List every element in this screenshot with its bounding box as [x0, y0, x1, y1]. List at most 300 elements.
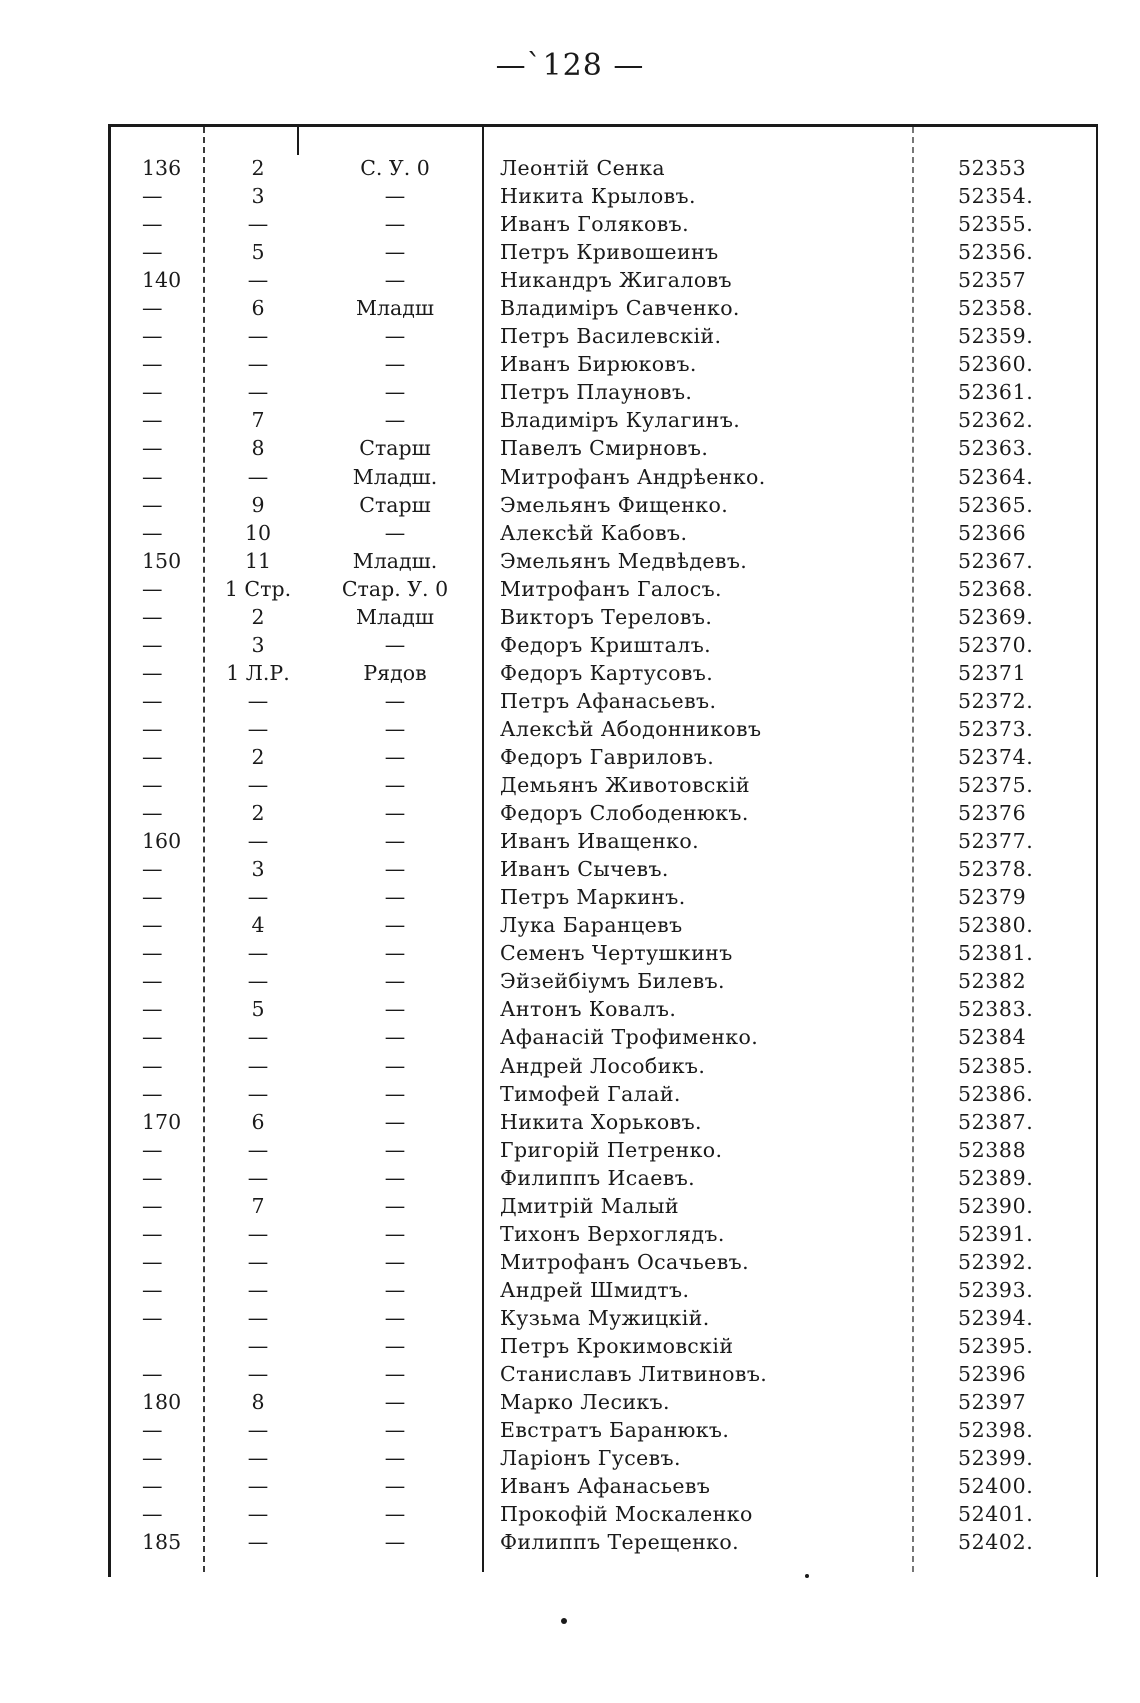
row-id: 52377. [958, 829, 1034, 854]
row-number: — [142, 1446, 163, 1471]
row-subnumber: — [247, 380, 269, 405]
row-number: — [142, 1137, 163, 1162]
table-row [110, 1360, 1100, 1388]
row-number: — [142, 1025, 163, 1050]
row-number: — [142, 885, 163, 910]
table-row [110, 1416, 1100, 1444]
row-subnumber: — [247, 1418, 269, 1443]
row-name: Петръ Крокимовскій [500, 1333, 734, 1358]
row-name: Алексѣй Абодонниковъ [500, 716, 762, 741]
row-name: Петръ Афанасьевъ. [500, 688, 717, 713]
row-number: 136 [142, 156, 182, 180]
row-number: — [142, 1221, 163, 1246]
row-subnumber: — [247, 773, 269, 798]
row-id: 52380. [958, 913, 1034, 938]
row-subnumber: 7 [251, 408, 265, 433]
table-row [110, 1052, 1100, 1080]
row-rank: — [384, 1277, 406, 1302]
row-subnumber: 1 Стр. [224, 576, 292, 601]
table-row [110, 1444, 1100, 1472]
row-rank: — [384, 716, 406, 741]
row-id: 52391. [958, 1221, 1034, 1246]
row-number: — [142, 1193, 163, 1218]
row-id: 52368. [958, 576, 1034, 601]
row-name: Эмельянъ Медвѣдевъ. [500, 548, 748, 573]
row-name: Митрофанъ Галосъ. [500, 576, 722, 601]
row-rank: — [384, 1165, 406, 1190]
table-row [110, 182, 1100, 210]
row-id: 52372. [958, 688, 1034, 713]
row-subnumber: — [247, 1165, 269, 1190]
table-row [110, 210, 1100, 238]
row-rank: — [384, 1025, 406, 1050]
row-name: Петръ Плауновъ. [500, 380, 693, 405]
row-number: — [142, 1081, 163, 1106]
row-rank: — [384, 1249, 406, 1274]
row-number: — [142, 744, 163, 769]
table-row [110, 154, 1100, 182]
row-rank: — [384, 969, 406, 994]
row-name: Евстратъ Баранюкъ. [500, 1418, 730, 1443]
row-number: — [142, 997, 163, 1022]
table-top-rule [108, 124, 1098, 127]
row-subnumber: — [247, 268, 269, 293]
row-id: 52378. [958, 857, 1034, 882]
row-name: Петръ Василевскій. [500, 324, 722, 349]
column-divider-2 [297, 127, 299, 155]
table-row [110, 1472, 1100, 1500]
row-number: — [142, 716, 163, 741]
row-subnumber: 2 [251, 801, 265, 826]
row-rank: С. У. 0 [360, 156, 430, 180]
row-rank: — [384, 1137, 406, 1162]
row-rank: — [384, 1362, 406, 1387]
row-id: 52357 [958, 268, 1027, 293]
row-name: Митрофанъ Андрѣенко. [500, 464, 766, 489]
table-row [110, 491, 1100, 519]
row-id: 52355. [958, 212, 1034, 237]
table-row [110, 1332, 1100, 1360]
row-number: — [142, 969, 163, 994]
row-number: — [142, 212, 163, 237]
row-rank: Рядов [363, 660, 427, 685]
row-id: 52371 [958, 660, 1027, 685]
row-name: Никита Крыловъ. [500, 184, 696, 209]
row-number: — [142, 324, 163, 349]
table-row [110, 463, 1100, 491]
row-id: 52366 [958, 520, 1027, 545]
row-name: Владиміръ Кулагинъ. [500, 408, 741, 433]
row-subnumber: — [247, 688, 269, 713]
row-name: Петръ Маркинъ. [500, 885, 686, 910]
row-number: — [142, 240, 163, 265]
row-number: — [142, 408, 163, 433]
row-name: Леонтій Сенка [500, 156, 666, 180]
table-row [110, 1192, 1100, 1220]
row-rank: — [384, 744, 406, 769]
row-rank: — [384, 380, 406, 405]
row-id: 52395. [958, 1333, 1034, 1358]
row-subnumber: — [247, 1446, 269, 1471]
row-number: — [142, 941, 163, 966]
row-number: — [142, 1249, 163, 1274]
ink-speck [561, 1618, 567, 1624]
row-id: 52376 [958, 801, 1027, 826]
row-name: Антонъ Ковалъ. [500, 997, 677, 1022]
row-name: Семенъ Чертушкинъ [500, 941, 733, 966]
row-number: — [142, 1474, 163, 1499]
row-number: — [142, 352, 163, 377]
row-subnumber: — [247, 1333, 269, 1358]
table-row [110, 967, 1100, 995]
row-name: Филиппъ Терещенко. [500, 1530, 740, 1555]
row-number: — [142, 632, 163, 657]
row-number: — [142, 520, 163, 545]
row-number: — [142, 604, 163, 629]
row-rank: — [384, 408, 406, 433]
row-id: 52356. [958, 240, 1034, 265]
row-rank: — [384, 688, 406, 713]
row-name: Марко Лесикъ. [500, 1390, 670, 1415]
row-subnumber: 10 [244, 520, 272, 545]
row-id: 52402. [958, 1530, 1034, 1555]
table-row [110, 294, 1100, 322]
row-id: 52397 [958, 1390, 1027, 1415]
row-rank: — [384, 1053, 406, 1078]
row-id: 52374. [958, 744, 1034, 769]
table-row [110, 238, 1100, 266]
row-number: — [142, 913, 163, 938]
row-name: Федоръ Слободенюкъ. [500, 801, 749, 826]
table-row [110, 911, 1100, 939]
row-name: Павелъ Смирновъ. [500, 436, 709, 461]
row-rank: Младш [356, 604, 434, 629]
row-id: 52398. [958, 1418, 1034, 1443]
table-row [110, 1080, 1100, 1108]
table-row [110, 434, 1100, 462]
row-number: 170 [142, 1109, 182, 1134]
row-subnumber: 3 [251, 632, 265, 657]
table-row [110, 771, 1100, 799]
row-id: 52375. [958, 773, 1034, 798]
table-row [110, 883, 1100, 911]
row-subnumber: 9 [251, 492, 265, 517]
row-number: — [142, 492, 163, 517]
row-subnumber: — [247, 324, 269, 349]
row-subnumber: — [247, 885, 269, 910]
row-name: Иванъ Бирюковъ. [500, 352, 697, 377]
row-rank: — [384, 997, 406, 1022]
row-number: 185 [142, 1530, 182, 1555]
row-rank: — [384, 941, 406, 966]
row-subnumber: 3 [251, 184, 265, 209]
row-id: 52381. [958, 941, 1034, 966]
row-id: 52358. [958, 296, 1034, 321]
row-name: Дмитрій Малый [500, 1193, 679, 1218]
row-number: — [142, 380, 163, 405]
row-rank: — [384, 1418, 406, 1443]
row-rank: Старш [359, 436, 431, 461]
row-name: Федоръ Гавриловъ. [500, 744, 715, 769]
row-rank: — [384, 1221, 406, 1246]
table-row [110, 322, 1100, 350]
row-id: 52401. [958, 1502, 1034, 1527]
row-id: 52390. [958, 1193, 1034, 1218]
row-id: 52365. [958, 492, 1034, 517]
row-id: 52393. [958, 1277, 1034, 1302]
row-rank: — [384, 1305, 406, 1330]
row-rank: — [384, 1193, 406, 1218]
row-subnumber: 2 [251, 604, 265, 629]
row-name: Тимофей Галай. [500, 1081, 681, 1106]
row-name: Петръ Кривошеинъ [500, 240, 719, 265]
row-name: Афанасій Трофименко. [500, 1025, 759, 1050]
row-name: Федоръ Кришталъ. [500, 632, 712, 657]
row-subnumber: 2 [251, 156, 265, 180]
row-subnumber: — [247, 1053, 269, 1078]
row-number: — [142, 464, 163, 489]
page-number: —`128 — [495, 48, 645, 83]
row-subnumber: — [247, 464, 269, 489]
row-rank: Младш. [352, 464, 438, 489]
row-subnumber: — [247, 1305, 269, 1330]
register-table [110, 154, 1100, 1556]
row-subnumber: — [247, 1249, 269, 1274]
row-name: Иванъ Афанасьевъ [500, 1474, 711, 1499]
row-number: — [142, 1418, 163, 1443]
row-name: Кузьма Мужицкій. [500, 1305, 710, 1330]
row-number: 160 [142, 829, 182, 854]
row-subnumber: — [247, 1025, 269, 1050]
row-subnumber: 3 [251, 857, 265, 882]
row-subnumber: — [247, 1530, 269, 1555]
row-id: 52353 [958, 156, 1027, 180]
row-id: 52386. [958, 1081, 1034, 1106]
row-number: — [142, 660, 163, 685]
row-rank: — [384, 212, 406, 237]
row-rank: — [384, 184, 406, 209]
row-name: Митрофанъ Осачьевъ. [500, 1249, 750, 1274]
row-rank: — [384, 1502, 406, 1527]
row-rank: — [384, 352, 406, 377]
row-number: — [142, 688, 163, 713]
row-id: 52364. [958, 464, 1034, 489]
row-id: 52384 [958, 1025, 1027, 1050]
row-subnumber: 11 [244, 548, 272, 573]
row-name: Ларіонъ Гусевъ. [500, 1446, 681, 1471]
table-row [110, 687, 1100, 715]
row-name: Никита Хорьковъ. [500, 1109, 702, 1134]
row-number: — [142, 857, 163, 882]
row-rank: — [384, 1081, 406, 1106]
row-number: 140 [142, 268, 182, 293]
row-subnumber: — [247, 1221, 269, 1246]
row-subnumber: — [247, 1362, 269, 1387]
row-number: 150 [142, 548, 182, 573]
row-rank: — [384, 773, 406, 798]
row-rank: — [384, 1109, 406, 1134]
row-id: 52388 [958, 1137, 1027, 1162]
row-id: 52399. [958, 1446, 1034, 1471]
row-name: Иванъ Иващенко. [500, 829, 700, 854]
row-rank: — [384, 1530, 406, 1555]
row-id: 52362. [958, 408, 1034, 433]
row-subnumber: — [247, 352, 269, 377]
row-number: — [142, 1305, 163, 1330]
row-name: Эмельянъ Фищенко. [500, 492, 729, 517]
table-row [110, 1164, 1100, 1192]
row-name: Алексѣй Кабовъ. [500, 520, 688, 545]
table-row [110, 939, 1100, 967]
row-rank: Стар. У. 0 [341, 576, 449, 601]
row-id: 52360. [958, 352, 1034, 377]
table-row [110, 519, 1100, 547]
row-number: — [142, 801, 163, 826]
table-row [110, 406, 1100, 434]
row-subnumber: — [247, 1502, 269, 1527]
row-subnumber: 4 [251, 913, 265, 938]
row-subnumber: — [247, 1081, 269, 1106]
row-rank: — [384, 885, 406, 910]
row-number: — [142, 296, 163, 321]
row-id: 52383. [958, 997, 1034, 1022]
row-number: — [142, 1277, 163, 1302]
row-name: Никандръ Жигаловъ [500, 268, 732, 293]
row-number: — [142, 1502, 163, 1527]
row-name: Станиславъ Литвиновъ. [500, 1362, 768, 1387]
ink-speck [805, 1574, 809, 1578]
row-id: 52379 [958, 885, 1027, 910]
row-number: — [142, 773, 163, 798]
row-id: 52396 [958, 1362, 1027, 1387]
row-id: 52400. [958, 1474, 1034, 1499]
table-row [110, 1136, 1100, 1164]
row-number: 180 [142, 1390, 182, 1415]
table-row [110, 266, 1100, 294]
row-rank: — [384, 857, 406, 882]
row-name: Иванъ Сычевъ. [500, 857, 669, 882]
table-row [110, 1304, 1100, 1332]
row-rank: Младш [356, 296, 434, 321]
row-rank: — [384, 913, 406, 938]
row-name: Филиппъ Исаевъ. [500, 1165, 696, 1190]
row-id: 52389. [958, 1165, 1034, 1190]
row-number: — [142, 436, 163, 461]
row-subnumber: 6 [251, 1109, 265, 1134]
row-rank: — [384, 1474, 406, 1499]
row-subnumber: — [247, 212, 269, 237]
table-row [110, 659, 1100, 687]
row-id: 52359. [958, 324, 1034, 349]
table-row [110, 827, 1100, 855]
row-name: Владиміръ Савченко. [500, 296, 740, 321]
row-subnumber: 5 [251, 997, 265, 1022]
row-name: Григорій Петренко. [500, 1137, 723, 1162]
table-row [110, 1108, 1100, 1136]
row-subnumber: 2 [251, 744, 265, 769]
row-id: 52370. [958, 632, 1034, 657]
row-rank: — [384, 268, 406, 293]
table-row [110, 1220, 1100, 1248]
table-row [110, 995, 1100, 1023]
row-number: — [142, 184, 163, 209]
row-name: Прокофій Москаленко [500, 1502, 753, 1527]
table-row [110, 1276, 1100, 1304]
row-subnumber: 5 [251, 240, 265, 265]
row-id: 52369. [958, 604, 1034, 629]
table-row [110, 1528, 1100, 1556]
row-rank: — [384, 240, 406, 265]
row-name: Викторъ Тереловъ. [500, 604, 713, 629]
table-row [110, 350, 1100, 378]
row-subnumber: — [247, 941, 269, 966]
row-subnumber: 7 [251, 1193, 265, 1218]
table-row [110, 1500, 1100, 1528]
row-subnumber: 8 [251, 436, 265, 461]
table-row [110, 1388, 1100, 1416]
row-id: 52361. [958, 380, 1034, 405]
row-id: 52394. [958, 1305, 1034, 1330]
row-name: Федоръ Картусовъ. [500, 660, 714, 685]
table-row [110, 1023, 1100, 1051]
table-row [110, 547, 1100, 575]
row-name: Демьянъ Животовскій [500, 773, 750, 798]
row-rank: — [384, 324, 406, 349]
row-id: 52385. [958, 1053, 1034, 1078]
table-row [110, 799, 1100, 827]
row-subnumber: — [247, 716, 269, 741]
row-name: Иванъ Голяковъ. [500, 212, 689, 237]
row-name: Андрей Лособикъ. [500, 1053, 706, 1078]
row-rank: — [384, 801, 406, 826]
row-rank: Младш. [352, 548, 438, 573]
table-row [110, 1248, 1100, 1276]
row-subnumber: — [247, 1137, 269, 1162]
table-row [110, 855, 1100, 883]
row-id: 52382 [958, 969, 1027, 994]
row-rank: — [384, 829, 406, 854]
table-row [110, 715, 1100, 743]
row-rank: Старш [359, 492, 431, 517]
row-rank: — [384, 1333, 406, 1358]
row-number: — [142, 1165, 163, 1190]
row-id: 52387. [958, 1109, 1034, 1134]
row-rank: — [384, 520, 406, 545]
row-rank: — [384, 1390, 406, 1415]
row-subnumber: 8 [251, 1390, 265, 1415]
row-subnumber: — [247, 829, 269, 854]
table-row [110, 743, 1100, 771]
row-subnumber: — [247, 969, 269, 994]
row-number: — [142, 1362, 163, 1387]
row-name: Тихонъ Верхоглядъ. [500, 1221, 725, 1246]
row-id: 52392. [958, 1249, 1034, 1274]
table-row [110, 631, 1100, 659]
table-row [110, 603, 1100, 631]
row-subnumber: — [247, 1277, 269, 1302]
row-id: 52367. [958, 548, 1034, 573]
row-subnumber: — [247, 1474, 269, 1499]
table-row [110, 378, 1100, 406]
row-number: — [142, 1053, 163, 1078]
row-subnumber: 6 [251, 296, 265, 321]
row-name: Эйзейбіумъ Билевъ. [500, 969, 725, 994]
row-subnumber: 1 Л.Р. [226, 660, 290, 685]
row-name: Лука Баранцевъ [500, 913, 683, 938]
row-name: Андрей Шмидтъ. [500, 1277, 690, 1302]
row-number: — [142, 576, 163, 601]
row-rank: — [384, 632, 406, 657]
